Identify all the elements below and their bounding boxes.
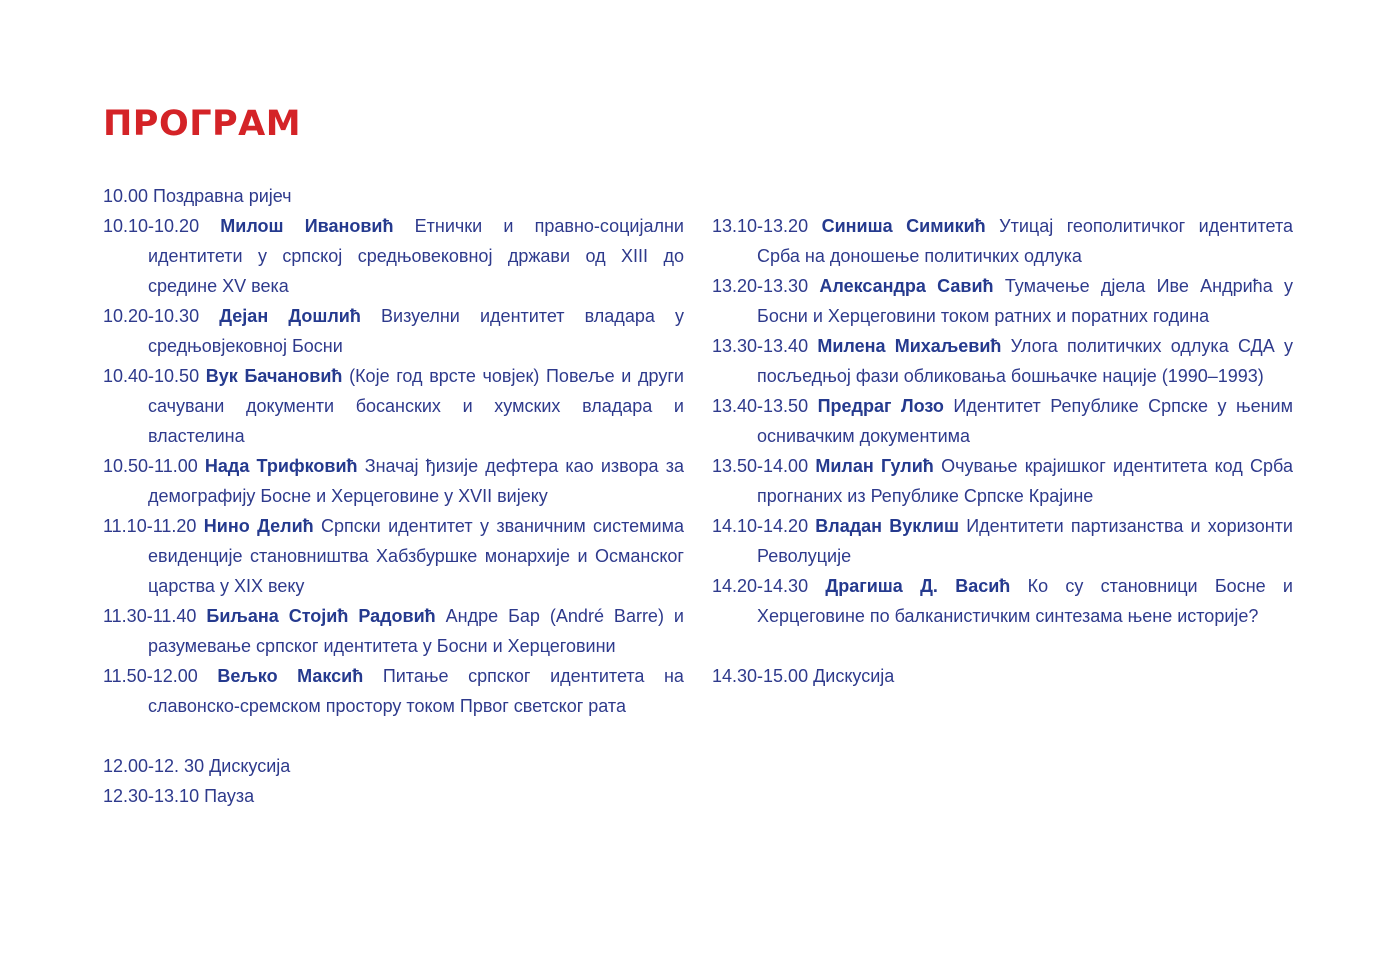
program-item	[712, 391, 1293, 451]
program-item	[103, 211, 684, 301]
talk-title: Очување крајишког идентитета код Срба прогнаних из Републике Српске Крајине	[757, 456, 1293, 506]
talk-title: Утицај геополитичког идентитета Срба на доношење политичких одлука	[757, 216, 1293, 266]
speaker-name: Вук Бачановић	[205, 366, 343, 386]
talk-title: Ко су становници Босне и Херцеговине по балканистичким синтезама њене историје?	[757, 576, 1293, 626]
speaker-name: Милена Михаљевић	[817, 336, 1002, 356]
talk-title: Тумачење дјела Иве Андрића у Босни и Херцеговини током ратних и поратних година	[757, 276, 1293, 326]
item-time: 13.30-13.40	[712, 336, 809, 356]
discussion-line: 12.00-12. 30 Дискусија	[103, 756, 291, 776]
item-time: 10.10-10.20	[103, 216, 200, 236]
speaker-name: Владан Вуклиш	[815, 516, 959, 536]
program-item	[103, 661, 684, 721]
spacer	[712, 631, 1293, 661]
welcome-line: 10.00 Поздравна ријеч	[103, 186, 292, 206]
speaker-name: Вељко Максић	[217, 666, 364, 686]
program-item	[712, 331, 1293, 391]
talk-title: Питање српског идентитета на славонско-сремском простору током Првог светског рата	[148, 666, 684, 716]
program-column-right	[712, 211, 1293, 691]
speaker-name: Милош Ивановић	[220, 216, 394, 236]
talk-title: Андре Бар (André Barre) и разумевање српског идентитета у Босни и Херцеговини	[148, 606, 684, 656]
program-column-left	[103, 181, 684, 811]
speaker-name: Дејан Дошлић	[219, 306, 361, 326]
discussion-line: 14.30-15.00 Дискусија	[712, 666, 895, 686]
speaker-name: Предраг Лозо	[817, 396, 944, 416]
pause-line: 12.30-13.10 Пауза	[103, 786, 255, 806]
program-item	[103, 301, 684, 361]
program-item	[712, 211, 1293, 271]
item-time: 10.50-11.00	[103, 456, 198, 476]
item-time: 13.10-13.20	[712, 216, 809, 236]
program-item	[103, 451, 684, 511]
talk-title: Етнички и правно-социјални идентитети у српској средњовековној држави од XIII до средине XV века	[148, 216, 684, 296]
item-time: 13.20-13.30	[712, 276, 809, 296]
speaker-name: Александра Савић	[819, 276, 994, 296]
item-time: 13.50-14.00	[712, 456, 809, 476]
speaker-name: Драгиша Д. Васић	[825, 576, 1011, 596]
talk-title: Улога политичких одлука СДА у посљедњој фази обликовања бошњачке нације (1990–1993)	[757, 336, 1293, 386]
program-item	[103, 601, 684, 661]
item-time: 10.20-10.30	[103, 306, 200, 326]
talk-title: Значај ђизије дефтера као извора за демографију Босне и Херцеговине у XVII вијеку	[148, 456, 684, 506]
program-item	[103, 361, 684, 451]
item-time: 14.20-14.30	[712, 576, 809, 596]
speaker-name: Нада Трифковић	[204, 456, 358, 476]
speaker-name: Биљана Стојић Радовић	[206, 606, 436, 626]
talk-title: Српски идентитет у званичним системима евиденције становништва Хабзбуршке монархије и Османског царства у XIX веку	[148, 516, 684, 596]
speaker-name: Синиша Симикић	[821, 216, 986, 236]
talk-title: Идентитет Републике Српске у њеним оснивачким документима	[757, 396, 1293, 446]
program-item	[712, 271, 1293, 331]
spacer	[103, 721, 684, 751]
program-item	[103, 511, 684, 601]
talk-title: (Које год врсте човјек) Повеље и други сачувани документи босанских и хумских владара и властелина	[148, 366, 684, 446]
program-item	[712, 511, 1293, 571]
item-time: 11.10-11.20	[103, 516, 197, 536]
talk-title: Идентитети партизанства и хоризонти Револуције	[757, 516, 1293, 566]
item-time: 13.40-13.50	[712, 396, 809, 416]
item-time: 10.40-10.50	[103, 366, 200, 386]
speaker-name: Милан Гулић	[815, 456, 934, 476]
program-item	[712, 571, 1293, 631]
program-item	[712, 451, 1293, 511]
page-title: ПРОГРАМ	[103, 104, 302, 144]
item-time: 14.10-14.20	[712, 516, 809, 536]
talk-title: Визуелни идентитет владара у средњовјековној Босни	[148, 306, 684, 356]
item-time: 11.30-11.40	[103, 606, 197, 626]
speaker-name: Нино Делић	[203, 516, 314, 536]
item-time: 11.50-12.00	[103, 666, 198, 686]
